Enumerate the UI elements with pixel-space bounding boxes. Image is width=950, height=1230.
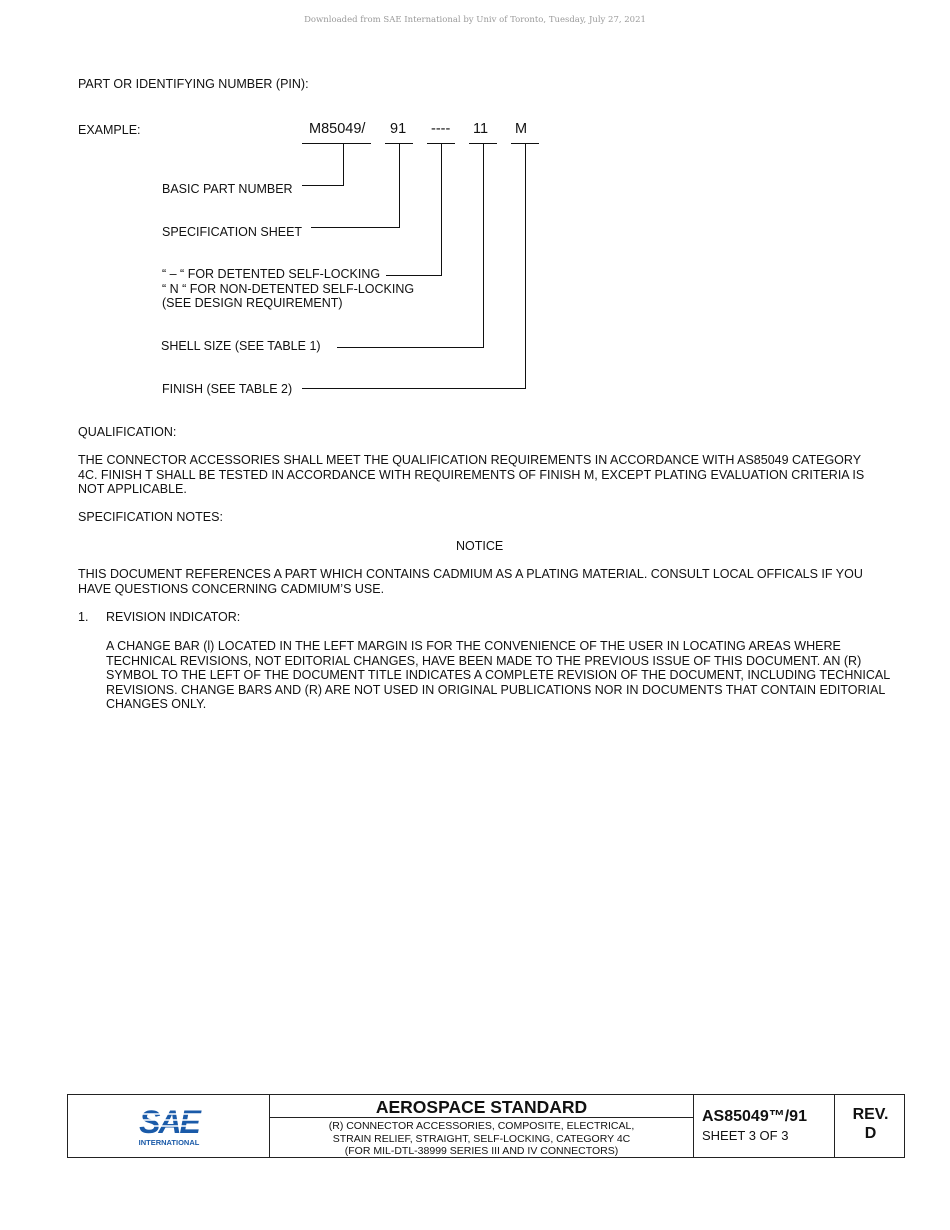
revision-value: D [864, 1125, 877, 1142]
notice-line: THIS DOCUMENT REFERENCES A PART WHICH CONTAINS CADMIUM AS A PLATING MATERIAL. CONSULT LOCAL OFFICALS IF YOU [78, 567, 863, 581]
qualification-line: 4C. FINISH T SHALL BE TESTED IN ACCORDANCE WITH REQUIREMENTS OF FINISH M, EXCEPT PLATING EVALUATION CRITERIA IS [78, 467, 865, 482]
revision-line: CHANGES ONLY. [106, 697, 207, 711]
revision [835, 1105, 906, 1143]
qualification-heading: QUALIFICATION: [78, 425, 177, 439]
document-title-line: (FOR MIL-DTL-38999 SERIES III AND IV CONNECTORS) [344, 1145, 619, 1157]
watermark: Downloaded from SAE International by Univ of Toronto, Tuesday, July 27, 2021 [304, 15, 646, 25]
revision-line: REVISIONS. CHANGE BARS AND (R) ARE NOT USED IN ORIGINAL PUBLICATIONS NOR IN DOCUMENTS THAT CONTAIN EDITORIAL [106, 682, 886, 697]
spec-notes-heading: SPECIFICATION NOTES: [78, 510, 223, 524]
pin-segment-basic: M85049/ [309, 121, 366, 137]
pin-segment-shell-size: 11 [473, 121, 489, 137]
qualification-line: NOT APPLICABLE. [78, 482, 187, 496]
revision-line: TECHNICAL REVISIONS, NOT EDITORIAL CHANGES, HAVE BEEN MADE TO THE PREVIOUS ISSUE OF THIS DOCUMENT. AN (R) [106, 653, 862, 668]
logo-cell [68, 1095, 270, 1157]
revision-line: A CHANGE BAR (l) LOCATED IN THE LEFT MARGIN IS FOR THE CONVENIENCE OF THE USER IN LOCATING AREAS WHERE [106, 639, 841, 653]
notice-title: NOTICE [456, 539, 504, 553]
callout-detented-self-locking: “ – “ FOR DETENTED SELF-LOCKING [162, 267, 381, 281]
title-block [67, 1094, 905, 1158]
pin-heading: PART OR IDENTIFYING NUMBER (PIN): [78, 77, 309, 91]
revision-cell [835, 1095, 906, 1157]
notice-body [78, 567, 863, 596]
note-item-number: 1. [78, 610, 89, 624]
document-title [270, 1120, 693, 1158]
callout-basic-part-number: BASIC PART NUMBER [162, 182, 293, 196]
pin-callout-lines [0, 0, 950, 400]
revision-line: SYMBOL TO THE LEFT OF THE DOCUMENT TITLE INDICATES A COMPLETE REVISION OF THE DOCUMENT, INCLUDING TECHNICAL [106, 668, 891, 682]
callout-specification-sheet: SPECIFICATION SHEET [162, 225, 303, 239]
document-title-line: STRAIN RELIEF, STRAIGHT, SELF-LOCKING, CATEGORY 4C [332, 1132, 631, 1145]
pin-segment-spec-sheet: 91 [390, 121, 407, 137]
document-number: AS85049™/91 [702, 1108, 807, 1125]
revision-indicator-body [106, 639, 890, 712]
pin-segment-locking: ---- [431, 121, 451, 137]
callout-finish: FINISH (SEE TABLE 2) [162, 382, 293, 396]
notice-line: HAVE QUESTIONS CONCERNING CADMIUM’S USE. [78, 581, 385, 596]
title-cell [270, 1095, 694, 1157]
sheet-number: SHEET 3 OF 3 [702, 1128, 789, 1143]
revision-label: REV. [852, 1106, 889, 1123]
revision-indicator-heading: REVISION INDICATOR: [106, 610, 241, 624]
qualification-line: THE CONNECTOR ACCESSORIES SHALL MEET THE QUALIFICATION REQUIREMENTS IN ACCORDANCE WITH AS85049 CATEGORY [78, 453, 862, 467]
callout-design-requirement: (SEE DESIGN REQUIREMENT) [162, 296, 343, 310]
svg-text:SAE: SAE [139, 1104, 199, 1140]
doc-number-cell [694, 1095, 835, 1157]
sae-logo [136, 1103, 202, 1149]
example-label: EXAMPLE: [78, 123, 141, 137]
document-category: AEROSPACE STANDARD [270, 1097, 693, 1118]
callout-shell-size: SHELL SIZE (SEE TABLE 1) [161, 339, 321, 353]
svg-text:INTERNATIONAL: INTERNATIONAL [138, 1138, 200, 1147]
pin-segment-finish: M [515, 121, 528, 137]
qualification-body [78, 453, 864, 497]
document-title-line: (R) CONNECTOR ACCESSORIES, COMPOSITE, ELECTRICAL, [328, 1120, 635, 1132]
callout-non-detented-self-locking: “ N “ FOR NON-DETENTED SELF-LOCKING [162, 282, 415, 296]
